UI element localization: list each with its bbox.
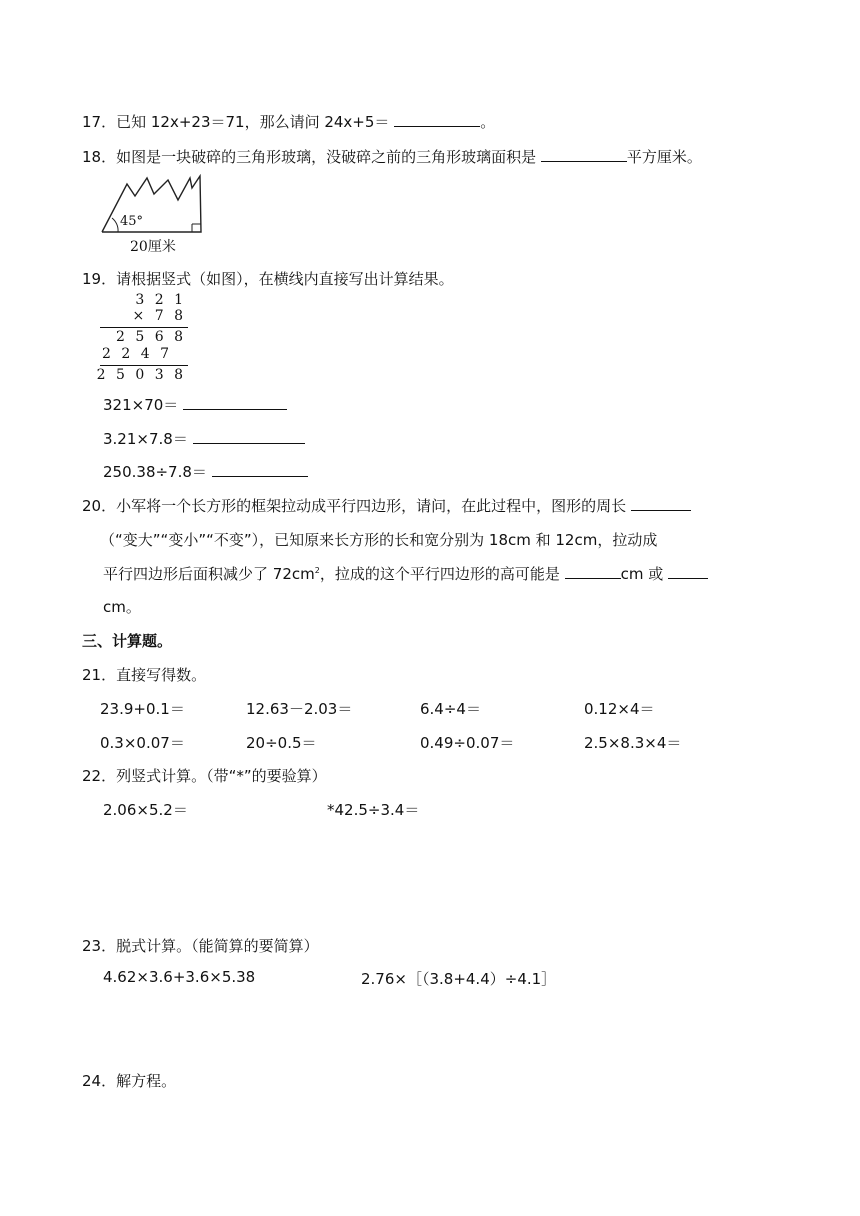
question-text: ，拉成的这个平行四边形的高可能是 <box>319 565 560 583</box>
answer-blank-height-1[interactable] <box>565 564 621 579</box>
question-text: 直接写得数。 <box>116 666 207 684</box>
question-20-line-2 <box>100 529 657 550</box>
q21-r2c3: 0.49÷0.07＝ <box>420 734 515 752</box>
q19-item-1 <box>103 394 287 415</box>
unit-text: cm 或 <box>620 565 664 583</box>
question-text: 请根据竖式（如图），在横线内直接写出计算结果。 <box>116 270 454 288</box>
q21-r1c2: 12.63－2.03＝ <box>246 700 353 718</box>
q22-item-1: 2.06×5.2＝ <box>103 801 188 819</box>
question-text: 解方程。 <box>116 1072 177 1090</box>
question-text: 如图是一块破碎的三角形玻璃，没破碎之前的三角形玻璃面积是 <box>116 148 537 166</box>
question-number: 20． <box>82 497 117 515</box>
question-end: 。 <box>480 113 496 131</box>
divider-line <box>100 327 188 328</box>
expression: 321×70＝ <box>103 396 179 414</box>
question-23 <box>82 935 319 956</box>
answer-blank-perimeter[interactable] <box>631 496 691 511</box>
multiplier: × 7 8 <box>132 308 186 324</box>
q21-r2c4: 2.5×8.3×4＝ <box>584 734 682 752</box>
q21-r2c1: 0.3×0.07＝ <box>100 734 185 752</box>
q22-item-2: *42.5÷3.4＝ <box>327 801 420 819</box>
question-20-line-4 <box>103 596 141 617</box>
q23-item-2: 2.76×［（3.8+4.4）÷4.1］ <box>361 970 557 988</box>
question-20-line-1 <box>82 495 691 516</box>
vertical-multiplication <box>96 292 190 386</box>
question-20-line-3 <box>103 563 708 584</box>
question-text: 列竖式计算。（带“*”的要验算） <box>116 767 327 785</box>
q21-r1c3: 6.4÷4＝ <box>420 700 481 718</box>
q19-item-3 <box>103 461 308 482</box>
q19-item-2 <box>103 428 305 449</box>
answer-blank[interactable] <box>541 147 627 162</box>
answer-blank[interactable] <box>183 395 287 410</box>
question-text: 平行四边形后面积减少了 72cm <box>103 565 315 583</box>
broken-triangle-figure <box>100 174 206 256</box>
question-number: 23． <box>82 937 117 955</box>
question-text: （“变大”“变小”“不变”），已知原来长方形的长和宽分别为 18cm 和 12cm，拉动成 <box>100 531 658 549</box>
answer-blank[interactable] <box>212 462 308 477</box>
q23-item-1: 4.62×3.6+3.6×5.38 <box>103 968 256 986</box>
question-number: 17． <box>82 113 117 131</box>
question-unit: 平方厘米。 <box>626 148 702 166</box>
superscript: 2 <box>314 566 320 575</box>
question-text: cm。 <box>103 598 141 616</box>
partial-product-1: 2 5 6 8 <box>116 329 186 345</box>
question-number: 19． <box>82 270 117 288</box>
product: 2 5 0 3 8 <box>96 367 186 383</box>
expression: 250.38÷7.8＝ <box>103 463 207 481</box>
q21-r1c4: 0.12×4＝ <box>584 700 655 718</box>
answer-blank-height-2[interactable] <box>668 564 708 579</box>
question-number: 18． <box>82 148 117 166</box>
question-number: 24． <box>82 1072 117 1090</box>
partial-product-2: 2 2 4 7 <box>102 346 172 362</box>
question-24 <box>82 1070 176 1091</box>
question-number: 21． <box>82 666 117 684</box>
question-22 <box>82 765 327 786</box>
multiplicand: 3 2 1 <box>135 292 186 308</box>
question-18 <box>82 146 702 167</box>
answer-blank[interactable] <box>193 429 305 444</box>
question-text: 小军将一个长方形的框架拉动成平行四边形，请问，在此过程中，图形的周长 <box>116 497 627 515</box>
answer-blank[interactable] <box>394 112 480 127</box>
divider-line <box>100 365 188 366</box>
question-text: 脱式计算。（能简算的要简算） <box>116 937 319 955</box>
section-heading: 三、计算题。 <box>82 632 173 650</box>
question-19 <box>82 268 454 289</box>
question-17 <box>82 111 495 132</box>
q21-r1c1: 23.9+0.1＝ <box>100 700 185 718</box>
expression: 3.21×7.8＝ <box>103 430 188 448</box>
question-number: 22． <box>82 767 117 785</box>
question-21 <box>82 664 206 685</box>
question-text: 已知 12x+23＝71，那么请问 24x+5＝ <box>116 113 390 131</box>
q21-r2c2: 20÷0.5＝ <box>246 734 317 752</box>
angle-label: 45° <box>120 214 144 229</box>
base-label: 20厘米 <box>130 239 176 255</box>
